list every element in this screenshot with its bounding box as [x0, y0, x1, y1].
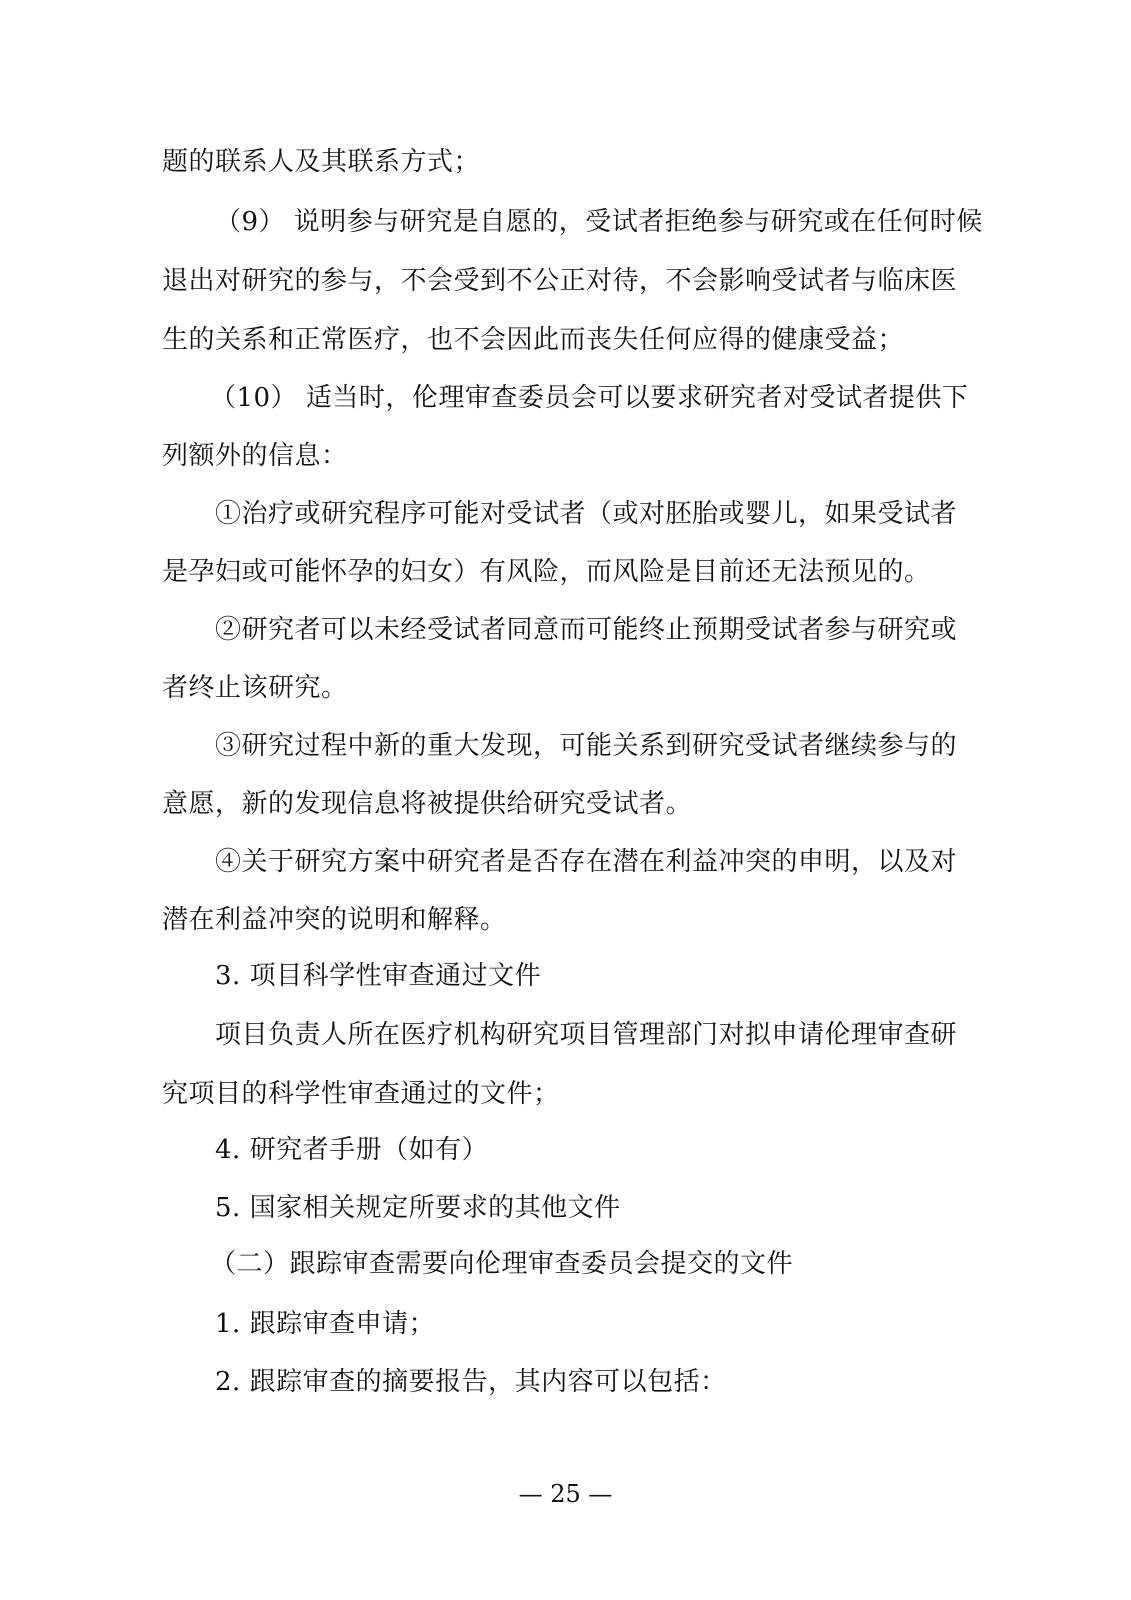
text-line: （10） 适当时，伦理审查委员会可以要求研究者对受试者提供下 [210, 383, 969, 413]
text-line: 项目负责人所在医疗机构研究项目管理部门对拟申请伦理审查研 [215, 1020, 958, 1050]
text-line: （9） 说明参与研究是自愿的，受试者拒绝参与研究或在任何时候 [215, 207, 983, 237]
text-line: ③研究过程中新的重大发现，可能关系到研究受试者继续参与的 [215, 731, 958, 761]
text-line: ②研究者可以未经受试者同意而可能终止预期受试者参与研究或 [215, 615, 958, 645]
text-line: ④关于研究方案中研究者是否存在潜在利益冲突的申明，以及对 [215, 847, 958, 877]
text-line: 退出对研究的参与，不会受到不公正对待，不会影响受试者与临床医 [162, 266, 958, 296]
list-item: 4. 研究者手册（如有） [215, 1135, 489, 1165]
text-line: 潜在利益冲突的说明和解释。 [162, 905, 507, 935]
section-heading: 3. 项目科学性审查通过文件 [215, 961, 542, 991]
text-line: 究项目的科学性审查通过的文件； [162, 1079, 560, 1109]
text-line: 题的联系人及其联系方式； [162, 147, 481, 177]
text-line: 者终止该研究。 [162, 673, 348, 703]
text-line: 意愿，新的发现信息将被提供给研究受试者。 [162, 789, 693, 819]
text-line: ①治疗或研究程序可能对受试者（或对胚胎或婴儿，如果受试者 [215, 499, 958, 529]
list-item: 2. 跟踪审查的摘要报告，其内容可以包括： [215, 1367, 727, 1397]
section-heading: （二）跟踪审查需要向伦理审查委员会提交的文件 [210, 1249, 794, 1279]
page-number: — 25 — [518, 1480, 613, 1508]
text-line: 生的关系和正常医疗，也不会因此而丧失任何应得的健康受益； [162, 325, 905, 355]
list-item: 1. 跟踪审查申请； [215, 1309, 436, 1339]
text-line: 是孕妇或可能怀孕的妇女）有风险，而风险是目前还无法预见的。 [162, 557, 931, 587]
text-line: 列额外的信息： [162, 441, 348, 471]
list-item: 5. 国家相关规定所要求的其他文件 [215, 1193, 621, 1223]
